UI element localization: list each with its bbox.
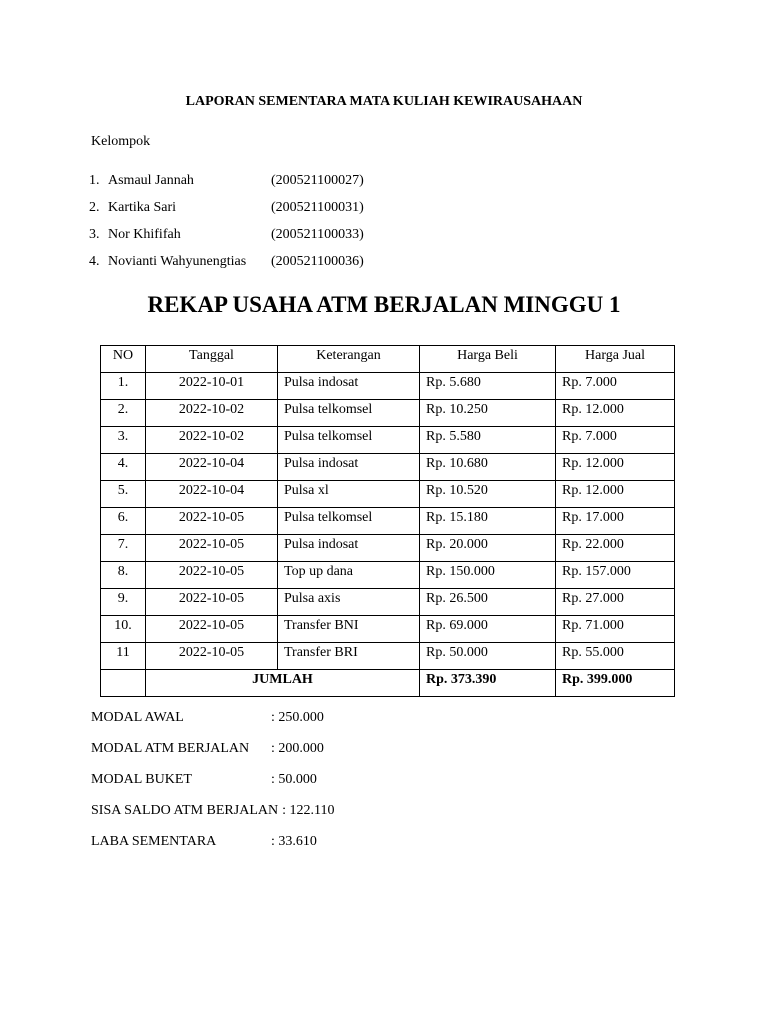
member-id: (200521100033) — [271, 227, 364, 242]
cell-harga-beli: Rp. 10.680 — [420, 454, 556, 481]
member-number: 4. — [89, 254, 100, 269]
member-item — [89, 227, 364, 254]
summary-value: : 33.610 — [271, 834, 317, 849]
cell-harga-beli: Rp. 15.180 — [420, 508, 556, 535]
summary-laba — [91, 834, 334, 865]
table-row — [101, 589, 675, 616]
summary-modal-awal — [91, 710, 334, 741]
cell-keterangan: Pulsa telkomsel — [278, 427, 420, 454]
table-row — [101, 535, 675, 562]
summary-label: MODAL BUKET — [91, 772, 192, 787]
summary-label: MODAL AWAL — [91, 710, 184, 725]
cell-no: 1. — [101, 373, 146, 400]
cell-harga-beli: Rp. 5.680 — [420, 373, 556, 400]
cell-harga-jual: Rp. 27.000 — [556, 589, 675, 616]
cell-no: 7. — [101, 535, 146, 562]
summary-label: SISA SALDO ATM BERJALAN — [91, 803, 279, 818]
cell-harga-jual: Rp. 12.000 — [556, 454, 675, 481]
table-row — [101, 616, 675, 643]
cell-empty — [101, 670, 146, 697]
total-harga-beli: Rp. 373.390 — [420, 670, 556, 697]
cell-keterangan: Pulsa xl — [278, 481, 420, 508]
cell-tanggal: 2022-10-02 — [146, 427, 278, 454]
cell-harga-jual: Rp. 7.000 — [556, 427, 675, 454]
cell-keterangan: Pulsa telkomsel — [278, 508, 420, 535]
cell-tanggal: 2022-10-05 — [146, 562, 278, 589]
cell-no: 10. — [101, 616, 146, 643]
table-row — [101, 373, 675, 400]
cell-keterangan: Pulsa indosat — [278, 454, 420, 481]
rekap-table — [100, 345, 675, 697]
document-title: LAPORAN SEMENTARA MATA KULIAH KEWIRAUSAHAAN — [185, 94, 583, 109]
summary-value: : 250.000 — [271, 710, 324, 725]
summary-section — [91, 710, 334, 865]
member-item — [89, 254, 364, 281]
cell-harga-beli: Rp. 150.000 — [420, 562, 556, 589]
cell-harga-beli: Rp. 20.000 — [420, 535, 556, 562]
cell-no: 5. — [101, 481, 146, 508]
member-number: 1. — [89, 173, 100, 188]
total-harga-jual: Rp. 399.000 — [556, 670, 675, 697]
member-name: Asmaul Jannah — [108, 173, 194, 188]
cell-harga-jual: Rp. 17.000 — [556, 508, 675, 535]
summary-value: : 200.000 — [271, 741, 324, 756]
cell-no: 4. — [101, 454, 146, 481]
summary-label: LABA SEMENTARA — [91, 834, 217, 849]
table-row — [101, 454, 675, 481]
header-harga-jual: Harga Jual — [556, 346, 675, 373]
total-label: JUMLAH — [146, 670, 420, 697]
cell-keterangan: Pulsa axis — [278, 589, 420, 616]
cell-tanggal: 2022-10-02 — [146, 400, 278, 427]
cell-keterangan: Top up dana — [278, 562, 420, 589]
cell-tanggal: 2022-10-05 — [146, 589, 278, 616]
cell-no: 11 — [101, 643, 146, 670]
cell-keterangan: Pulsa telkomsel — [278, 400, 420, 427]
table-row — [101, 643, 675, 670]
summary-sisa-saldo — [91, 803, 334, 834]
cell-tanggal: 2022-10-04 — [146, 454, 278, 481]
cell-harga-jual: Rp. 7.000 — [556, 373, 675, 400]
member-name: Novianti Wahyunengtias — [108, 254, 247, 269]
member-list — [89, 173, 364, 281]
cell-keterangan: Transfer BNI — [278, 616, 420, 643]
header-tanggal: Tanggal — [146, 346, 278, 373]
summary-label: MODAL ATM BERJALAN — [91, 741, 250, 756]
cell-harga-beli: Rp. 69.000 — [420, 616, 556, 643]
table-row — [101, 508, 675, 535]
cell-tanggal: 2022-10-05 — [146, 643, 278, 670]
cell-tanggal: 2022-10-05 — [146, 508, 278, 535]
member-name: Kartika Sari — [108, 200, 177, 215]
cell-keterangan: Pulsa indosat — [278, 535, 420, 562]
cell-tanggal: 2022-10-05 — [146, 535, 278, 562]
member-item — [89, 173, 364, 200]
cell-harga-jual: Rp. 71.000 — [556, 616, 675, 643]
cell-harga-jual: Rp. 12.000 — [556, 481, 675, 508]
cell-no: 2. — [101, 400, 146, 427]
cell-no: 6. — [101, 508, 146, 535]
cell-tanggal: 2022-10-01 — [146, 373, 278, 400]
cell-harga-beli: Rp. 10.250 — [420, 400, 556, 427]
member-item — [89, 200, 364, 227]
member-id: (200521100027) — [271, 173, 364, 188]
summary-value: : 122.110 — [282, 803, 335, 818]
cell-harga-jual: Rp. 157.000 — [556, 562, 675, 589]
member-id: (200521100031) — [271, 200, 364, 215]
summary-value: : 50.000 — [271, 772, 317, 787]
cell-keterangan: Transfer BRI — [278, 643, 420, 670]
cell-harga-beli: Rp. 10.520 — [420, 481, 556, 508]
table-row — [101, 400, 675, 427]
header-keterangan: Keterangan — [278, 346, 420, 373]
cell-tanggal: 2022-10-04 — [146, 481, 278, 508]
member-id: (200521100036) — [271, 254, 364, 269]
table-total-row — [101, 670, 675, 697]
cell-tanggal: 2022-10-05 — [146, 616, 278, 643]
summary-modal-buket — [91, 772, 334, 803]
cell-harga-beli: Rp. 26.500 — [420, 589, 556, 616]
summary-modal-atm — [91, 741, 334, 772]
member-number: 2. — [89, 200, 100, 215]
table-row — [101, 481, 675, 508]
header-harga-beli: Harga Beli — [420, 346, 556, 373]
cell-harga-beli: Rp. 5.580 — [420, 427, 556, 454]
group-label: Kelompok — [91, 134, 151, 149]
rekap-title: REKAP USAHA ATM BERJALAN MINGGU 1 — [147, 292, 621, 317]
cell-no: 8. — [101, 562, 146, 589]
header-no: NO — [101, 346, 146, 373]
cell-harga-jual: Rp. 12.000 — [556, 400, 675, 427]
cell-harga-beli: Rp. 50.000 — [420, 643, 556, 670]
cell-harga-jual: Rp. 22.000 — [556, 535, 675, 562]
cell-harga-jual: Rp. 55.000 — [556, 643, 675, 670]
member-name: Nor Khififah — [108, 227, 181, 242]
table-row — [101, 427, 675, 454]
table-row — [101, 562, 675, 589]
cell-keterangan: Pulsa indosat — [278, 373, 420, 400]
cell-no: 9. — [101, 589, 146, 616]
member-number: 3. — [89, 227, 100, 242]
cell-no: 3. — [101, 427, 146, 454]
table-header-row — [101, 346, 675, 373]
